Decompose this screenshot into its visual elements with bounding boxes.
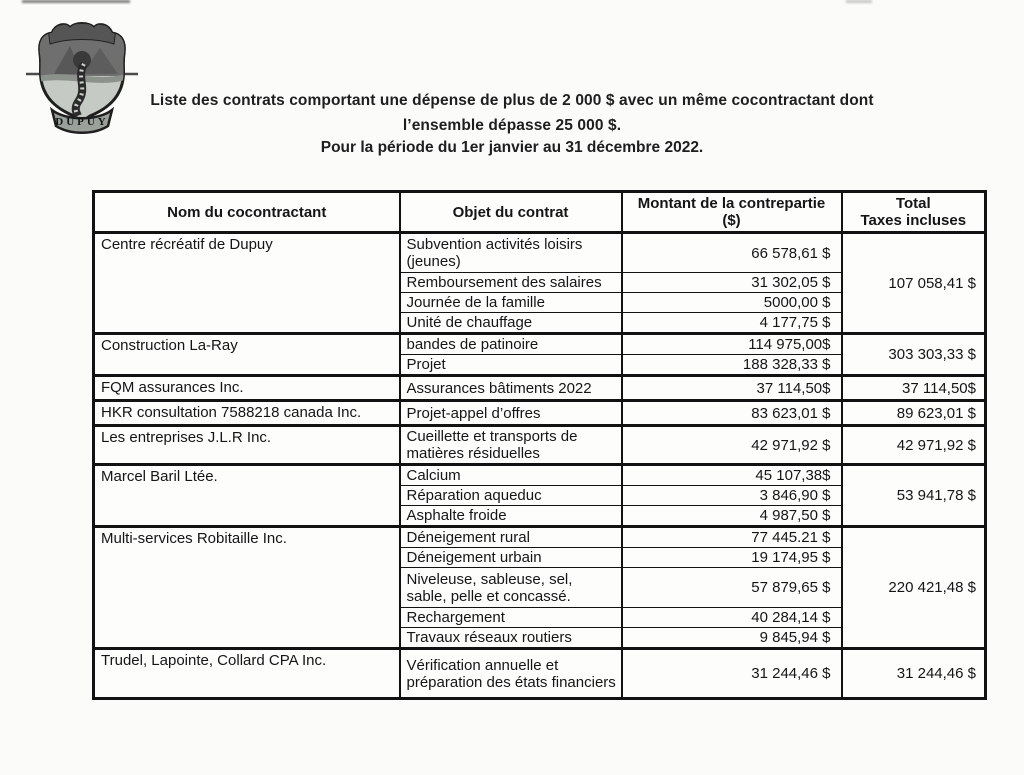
amount-cell: 83 623,01 $ bbox=[622, 401, 842, 426]
contract-row bbox=[94, 465, 986, 486]
amount-cell: 77 445.21 $ bbox=[622, 527, 842, 548]
contract-object-cell: Subvention activités loisirs (jeunes) bbox=[400, 233, 622, 273]
header-contract-object: Objet du contrat bbox=[400, 192, 622, 233]
scan-artifact bbox=[846, 0, 872, 3]
contract-object-cell: Travaux réseaux routiers bbox=[400, 628, 622, 649]
contract-object-cell: Vérification annuelle et préparation des états financiers bbox=[400, 649, 622, 699]
amount-cell: 5000,00 $ bbox=[622, 293, 842, 313]
amount-cell: 42 971,92 $ bbox=[622, 426, 842, 465]
amount-cell: 45 107,38$ bbox=[622, 465, 842, 486]
total-cell: 37 114,50$ bbox=[842, 376, 986, 401]
contract-object-cell: Calcium bbox=[400, 465, 622, 486]
contract-object-cell: Unité de chauffage bbox=[400, 313, 622, 334]
contractor-name-cell: Trudel, Lapointe, Collard CPA Inc. bbox=[94, 649, 400, 699]
contractor-name-cell: HKR consultation 7588218 canada Inc. bbox=[94, 401, 400, 426]
total-cell: 107 058,41 $ bbox=[842, 233, 986, 334]
contract-row bbox=[94, 527, 986, 548]
amount-cell: 66 578,61 $ bbox=[622, 233, 842, 273]
contractor-name-cell: Centre récréatif de Dupuy bbox=[94, 233, 400, 334]
total-cell: 303 303,33 $ bbox=[842, 334, 986, 376]
contract-object-cell: Cueillette et transports de matières résiduelles bbox=[400, 426, 622, 465]
contract-object-cell: Assurances bâtiments 2022 bbox=[400, 376, 622, 401]
header-contractor-name: Nom du cocontractant bbox=[94, 192, 400, 233]
total-cell: 53 941,78 $ bbox=[842, 465, 986, 527]
amount-cell: 19 174,95 $ bbox=[622, 548, 842, 568]
amount-cell: 188 328,33 $ bbox=[622, 355, 842, 376]
contract-object-cell: Déneigement rural bbox=[400, 527, 622, 548]
logo-banner-text: DUPUY bbox=[55, 116, 109, 128]
contractor-name-cell: Multi-services Robitaille Inc. bbox=[94, 527, 400, 649]
total-cell: 89 623,01 $ bbox=[842, 401, 986, 426]
contract-row bbox=[94, 401, 986, 426]
document-title-line2: l’ensemble dépasse 25 000 $. bbox=[402, 117, 622, 134]
contractor-name-cell: Construction La-Ray bbox=[94, 334, 400, 376]
contracts-table bbox=[92, 190, 987, 700]
amount-cell: 31 302,05 $ bbox=[622, 273, 842, 293]
contractor-name-cell: Les entreprises J.L.R Inc. bbox=[94, 426, 400, 465]
amount-cell: 4 177,75 $ bbox=[622, 313, 842, 334]
contract-row bbox=[94, 426, 986, 465]
amount-cell: 37 114,50$ bbox=[622, 376, 842, 401]
amount-cell: 57 879,65 $ bbox=[622, 568, 842, 608]
contract-object-cell: Asphalte froide bbox=[400, 506, 622, 527]
header-total-taxes: Total Taxes incluses bbox=[842, 192, 986, 233]
contractor-name-cell: FQM assurances Inc. bbox=[94, 376, 400, 401]
total-cell: 42 971,92 $ bbox=[842, 426, 986, 465]
amount-cell: 114 975,00$ bbox=[622, 334, 842, 355]
contract-object-cell: Rechargement bbox=[400, 608, 622, 628]
contract-object-cell: Projet bbox=[400, 355, 622, 376]
amount-cell: 9 845,94 $ bbox=[622, 628, 842, 649]
amount-cell: 31 244,46 $ bbox=[622, 649, 842, 699]
amount-cell: 4 987,50 $ bbox=[622, 506, 842, 527]
contract-row bbox=[94, 376, 986, 401]
document-period-subtitle: Pour la période du 1er janvier au 31 décembre 2022. bbox=[320, 139, 704, 156]
scan-artifact bbox=[22, 0, 130, 3]
contract-object-cell: Projet-appel d’offres bbox=[400, 401, 622, 426]
document-title-line1: Liste des contrats comportant une dépense de plus de 2 000 $ avec un même cocontractant dont bbox=[150, 92, 874, 109]
amount-cell: 3 846,90 $ bbox=[622, 486, 842, 506]
contract-object-cell: Remboursement des salaires bbox=[400, 273, 622, 293]
contract-row bbox=[94, 649, 986, 699]
contract-object-cell: Réparation aqueduc bbox=[400, 486, 622, 506]
table-header-row bbox=[94, 192, 986, 233]
contract-object-cell: Déneigement urbain bbox=[400, 548, 622, 568]
total-cell: 220 421,48 $ bbox=[842, 527, 986, 649]
contractor-name-cell: Marcel Baril Ltée. bbox=[94, 465, 400, 527]
contract-row bbox=[94, 334, 986, 355]
contract-object-cell: Journée de la famille bbox=[400, 293, 622, 313]
header-amount: Montant de la contrepartie ($) bbox=[622, 192, 842, 233]
total-cell: 31 244,46 $ bbox=[842, 649, 986, 699]
document-title bbox=[0, 88, 1024, 138]
amount-cell: 40 284,14 $ bbox=[622, 608, 842, 628]
contract-object-cell: Niveleuse, sableuse, sel, sable, pelle et concassé. bbox=[400, 568, 622, 608]
contract-object-cell: bandes de patinoire bbox=[400, 334, 622, 355]
contract-row bbox=[94, 233, 986, 273]
